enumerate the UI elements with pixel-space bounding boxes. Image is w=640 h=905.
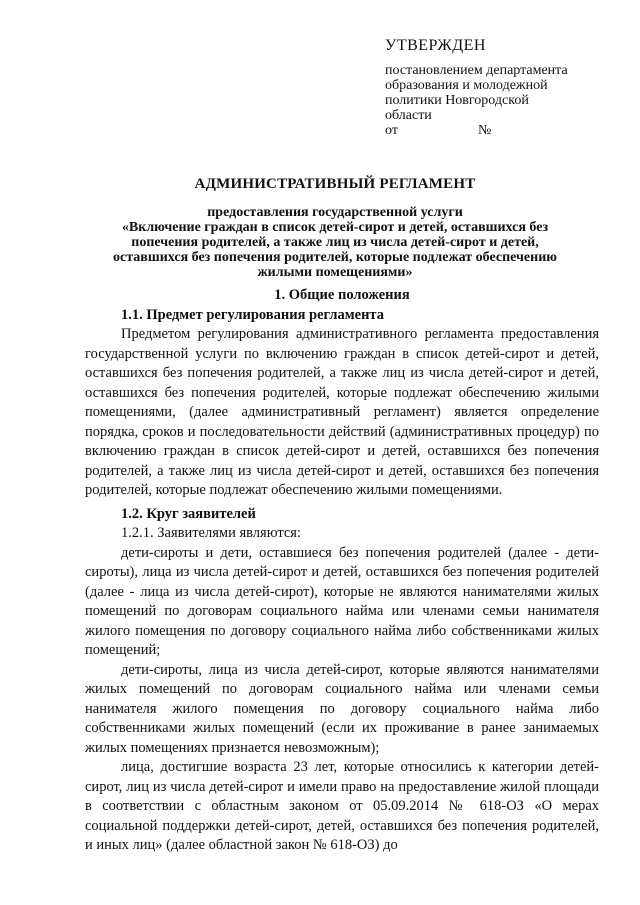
- approval-line: постановлением департамента: [385, 63, 568, 78]
- paragraph-applicants-3: лица, достигшие возраста 23 лет, которые относились к категории детей-сирот, лиц из числа детей-сирот и имели право на предоставление жилой площади в соответствии с областным законом от 05.09.2014 № 618-ОЗ «О мерах социальной поддержки детей-сирот, детей, оставшихся без попечения родителей, и иных лиц» (далее областной закон № 618-ОЗ) до: [85, 759, 599, 853]
- approval-date-number-row: [385, 123, 610, 138]
- approval-from-label: от: [385, 123, 398, 138]
- document-title: АДМИНИСТРАТИВНЫЙ РЕГЛАМЕНТ: [194, 176, 476, 192]
- subtitle-line: оставшихся без попечения родителей, которые подлежат обеспечению: [113, 250, 557, 265]
- paragraph-subject: Предметом регулирования административного регламента предоставления государственной услуги по включению граждан в список детей-сирот и детей, оставшихся без попечения родителей, а также лиц из числа детей-сирот и детей, оставшихся без попечения родителей, которые подлежат обеспечению жилыми помещениями, (далее административный регламент) является определение порядка, сроков и последовательности действий (административных процедур) по включению граждан в список детей-сирот и детей, оставшихся без попечения родителей, а также лиц из числа детей-сирот и детей, оставшихся без попечения родителей, которые подлежат обеспечению жилыми помещениями.: [85, 326, 599, 498]
- subsection-heading-1-2: 1.2. Круг заявителей: [121, 505, 256, 522]
- approval-stamp: [385, 38, 610, 138]
- approval-line: образования и молодежной: [385, 78, 548, 93]
- subtitle-line: «Включение граждан в список детей-сирот и детей, оставшихся без: [121, 220, 549, 235]
- subtitle-line: попечения родителей, а также лиц из числа детей-сирот и детей,: [131, 235, 539, 250]
- paragraph-applicants-1: дети-сироты и дети, оставшиеся без попечения родителей (далее - дети-сироты), лица из числа детей-сирот и детей, оставшихся без попечения родителей (далее - лица из числа детей-сирот), которые не являются нанимателями жилых помещений по договорам социального найма или членами семьи нанимателя жилого помещения по договору социального найма либо собственниками жилых помещений;: [85, 544, 599, 658]
- paragraph-applicants-2: дети-сироты, лица из числа детей-сирот, которые являются нанимателями жилых помещений по договорам социального найма или членами семьи нанимателя жилого помещения по договору социального найма либо собственниками жилых помещений (если их проживание в ранее занимаемых жилых помещениях признается невозможным);: [85, 661, 599, 756]
- document-subtitle: [70, 205, 600, 280]
- approval-heading: УТВЕРЖДЕН: [385, 37, 486, 54]
- section-heading: 1. Общие положения: [274, 287, 410, 303]
- subsection-heading-1-1: 1.1. Предмет регулирования регламента: [121, 306, 384, 323]
- subtitle-line: предоставления государственной услуги: [207, 205, 463, 220]
- document-body: [85, 286, 599, 856]
- approval-number-label: №: [477, 123, 492, 138]
- approval-line: политики Новгородской: [385, 93, 529, 108]
- subtitle-line: жилыми помещениями»: [257, 265, 413, 280]
- approval-line: области: [385, 108, 432, 123]
- document-title-block: [70, 176, 600, 280]
- paragraph-1-2-1: 1.2.1. Заявителями являются:: [121, 525, 301, 541]
